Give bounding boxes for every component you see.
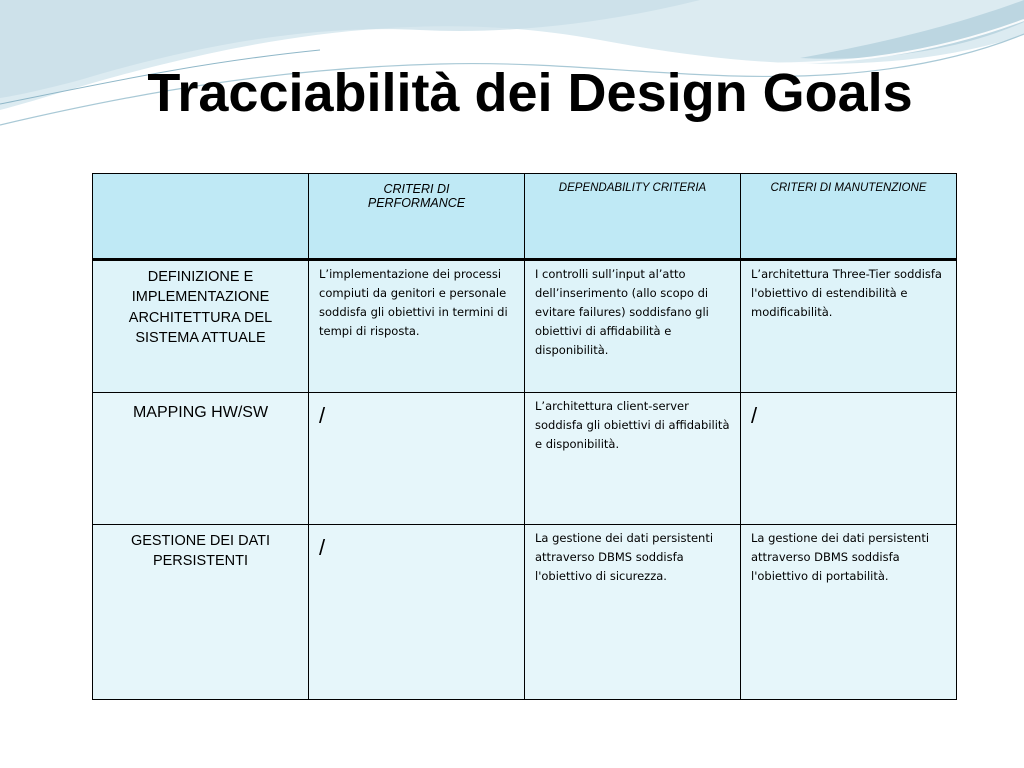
cell-maintenance: / [741, 393, 957, 524]
cell-dependability: I controlli sull’input al’atto dell’inserimento (allo scopo di evitare failures) soddisfano gli obiettivi di affidabilità e disponibilità. [525, 260, 741, 393]
header-corner-cell [93, 174, 309, 260]
cell-performance: / [309, 393, 525, 524]
cell-performance: L’implementazione dei processi compiuti da genitori e personale soddisfa gli obiettivi in termini di tempi di risposta. [309, 260, 525, 393]
cell-performance: / [309, 524, 525, 699]
header-dependability: DEPENDABILITY CRITERIA [525, 174, 741, 260]
header-maintenance: CRITERI DI MANUTENZIONE [741, 174, 957, 260]
table-row [93, 393, 957, 524]
header-performance: CRITERI DI PERFORMANCE [309, 174, 525, 260]
cell-maintenance: La gestione dei dati persistenti attraverso DBMS soddisfa l'obiettivo di portabilità. [741, 524, 957, 699]
cell-maintenance: L’architettura Three-Tier soddisfa l'obiettivo di estendibilità e modificabilità. [741, 260, 957, 393]
cell-dependability: L’architettura client-server soddisfa gli obiettivi di affidabilità e disponibilità. [525, 393, 741, 524]
cell-dependability: La gestione dei dati persistenti attraverso DBMS soddisfa l'obiettivo di sicurezza. [525, 524, 741, 699]
row-label: MAPPING HW/SW [93, 393, 309, 524]
row-label: GESTIONE DEI DATI PERSISTENTI [93, 524, 309, 699]
slide-title: Tracciabilità dei Design Goals [147, 63, 913, 123]
row-label: DEFINIZIONE E IMPLEMENTAZIONE ARCHITETTURA DEL SISTEMA ATTUALE [93, 260, 309, 393]
traceability-table [92, 173, 957, 700]
table-row [93, 260, 957, 393]
table-row [93, 524, 957, 699]
table-header-row [93, 174, 957, 260]
